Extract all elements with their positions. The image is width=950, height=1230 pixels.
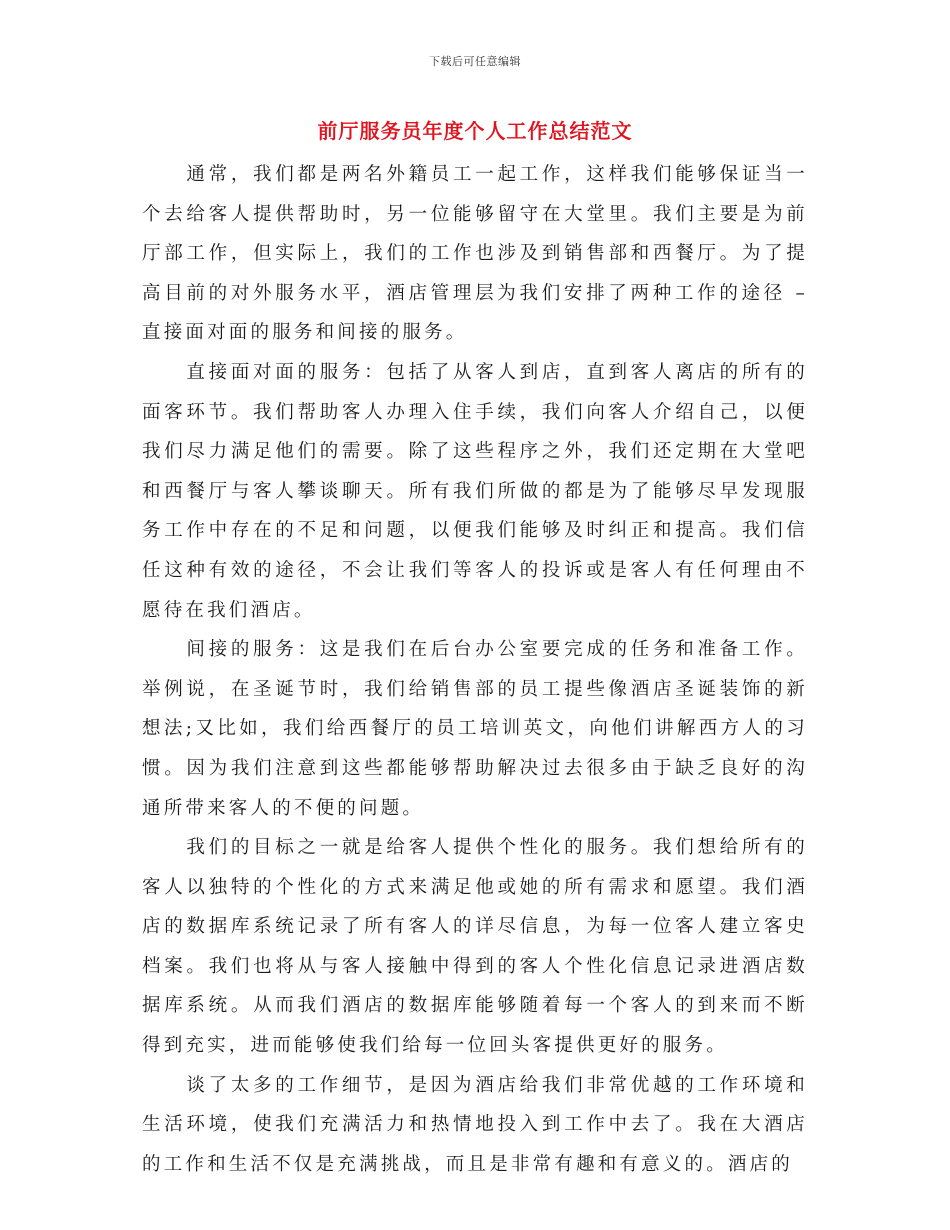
paragraph-5: 谈了太多的工作细节，是因为酒店给我们非常优越的工作环境和生活环境，使我们充满活力和热情地投入到工作中去了。我在大酒店的工作和生活不仅是充满挑战，而且是非常有趣和有意义的。酒店的: [142, 1074, 808, 1175]
document-body: [142, 155, 808, 1184]
paragraph-3: 间接的服务：这是我们在后台办公室要完成的任务和准备工作。举例说，在圣诞节时，我们给销售部的员工提些像酒店圣诞装饰的新想法;又比如，我们给西餐厅的员工培训英文，向他们讲解西方人的习惯。因为我们注意到这些都能够帮助解决过去很多由于缺乏良好的沟通所带来客人的不便的问题。: [142, 639, 808, 819]
page-header-note: 下载后可任意编辑: [429, 55, 521, 68]
paragraph-4: 我们的目标之一就是给客人提供个性化的服务。我们想给所有的客人以独特的个性化的方式来满足他或她的所有需求和愿望。我们酒店的数据库系统记录了所有客人的详尽信息，为每一位客人建立客史档案。我们也将从与客人接触中得到的客人个性化信息记录进酒店数据库系统。从而我们酒店的数据库能够随着每一个客人的到来而不断得到充实，进而能够使我们给每一位回头客提供更好的服务。: [142, 837, 808, 1057]
document-title: 前厅服务员年度个人工作总结范文: [317, 119, 633, 143]
paragraph-2: 直接面对面的服务：包括了从客人到店，直到客人离店的所有的面客环节。我们帮助客人办理入住手续，我们向客人介绍自己，以便我们尽力满足他们的需要。除了这些程序之外，我们还定期在大堂吧和西餐厅与客人攀谈聊天。所有我们所做的都是为了能够尽早发现服务工作中存在的不足和问题，以便我们能够及时纠正和提高。我们信任这种有效的途径，不会让我们等客人的投诉或是客人有任何理由不愿待在我们酒店。: [142, 361, 808, 621]
paragraph-1: 通常，我们都是两名外籍员工一起工作，这样我们能够保证当一个去给客人提供帮助时，另一位能够留守在大堂里。我们主要是为前厅部工作，但实际上，我们的工作也涉及到销售部和西餐厅。为了提高目前的对外服务水平，酒店管理层为我们安排了两种工作的途径 –直接面对面的服务和间接的服务。: [142, 164, 808, 344]
